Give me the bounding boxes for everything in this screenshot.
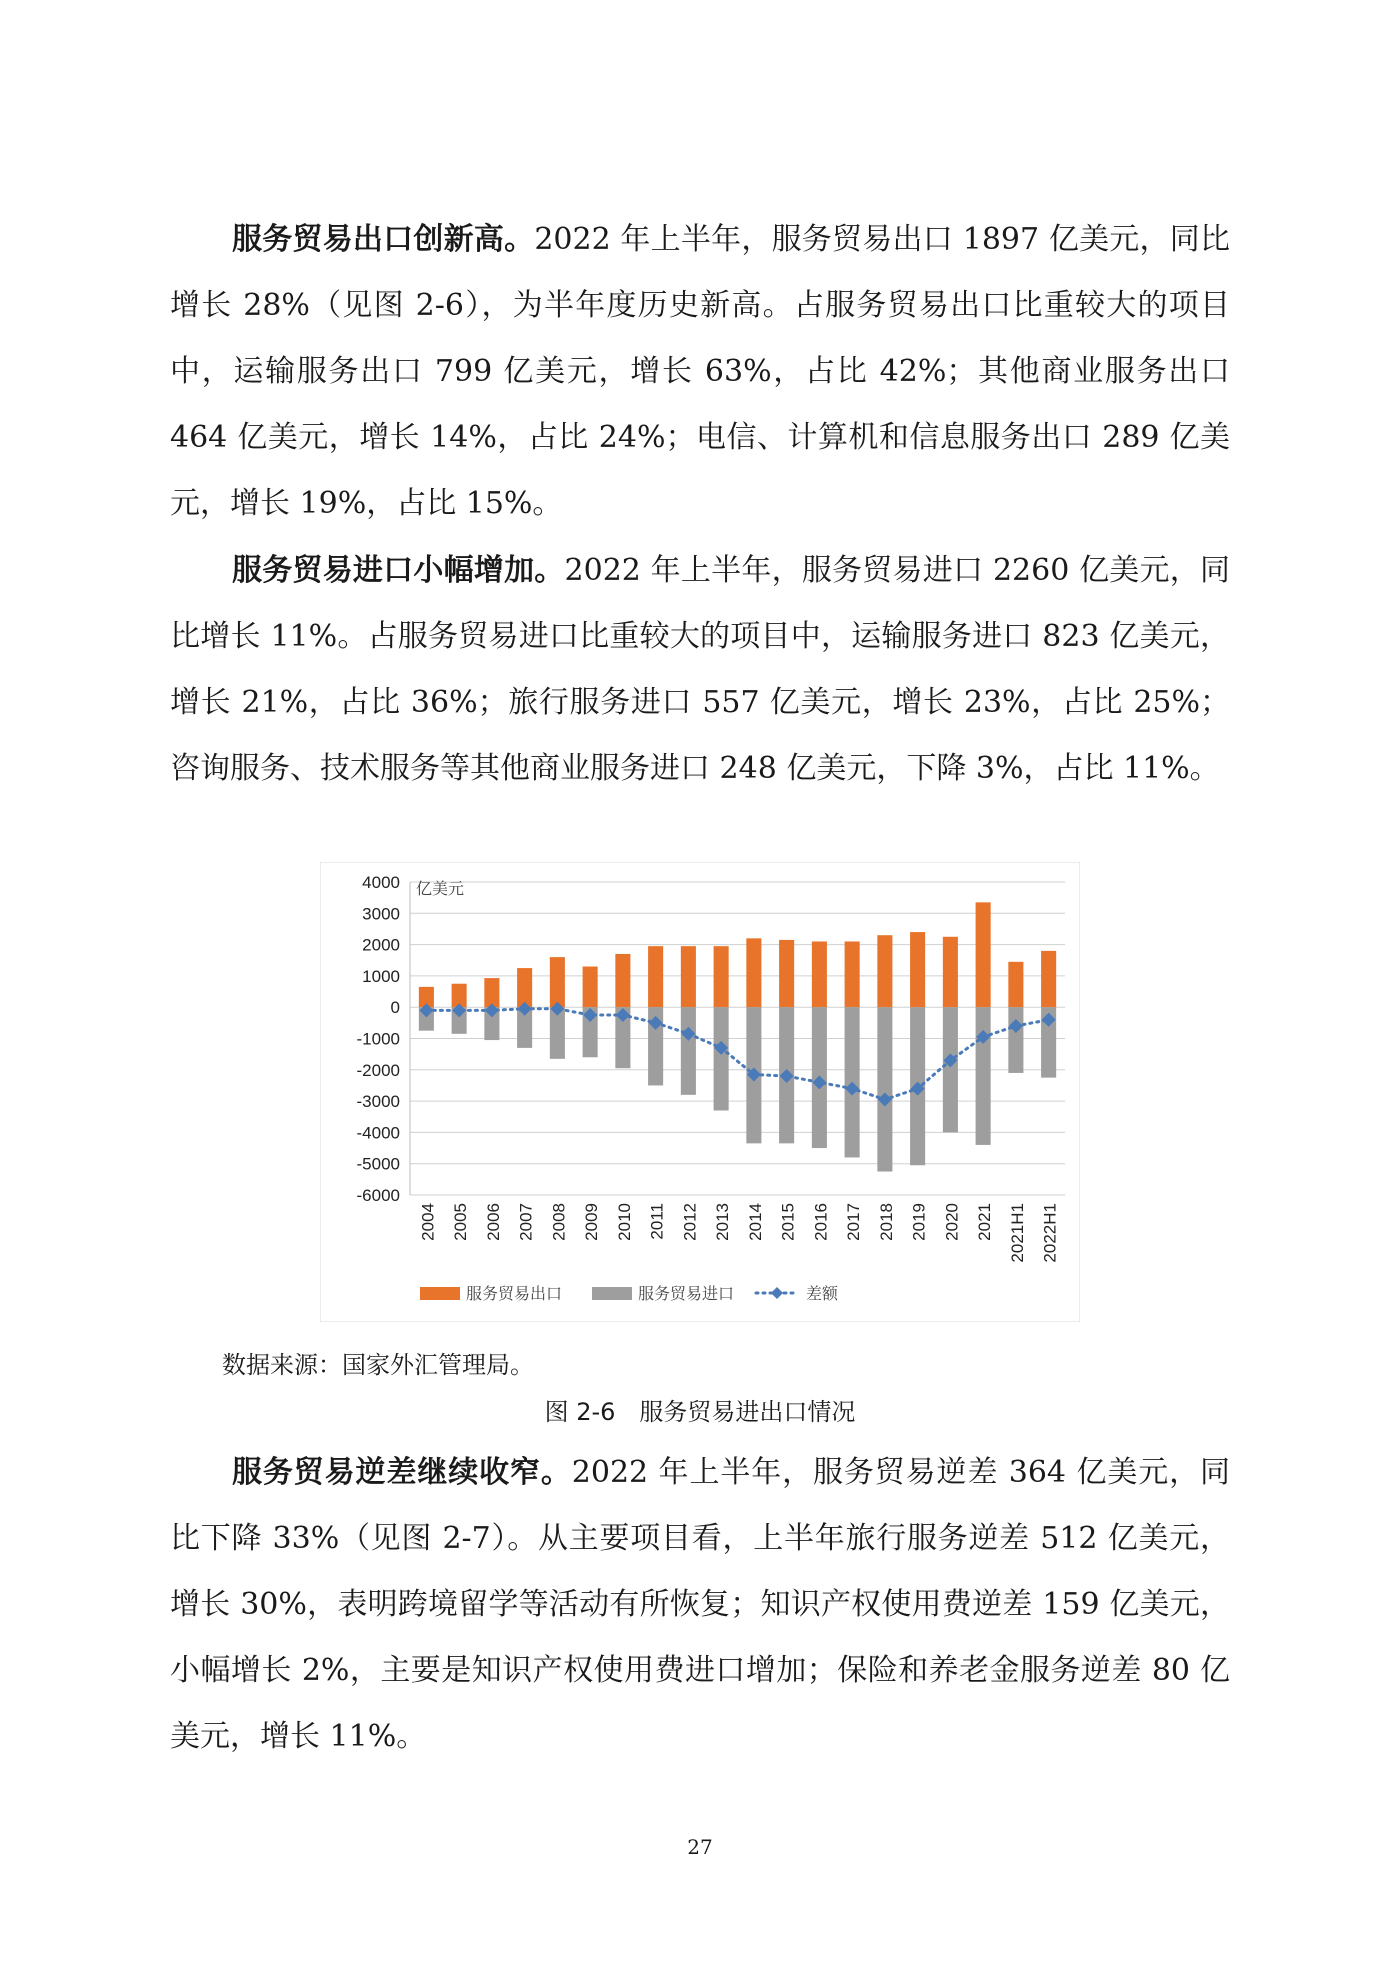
ytick-label: -3000 (356, 1092, 400, 1112)
export-bar (845, 941, 860, 1007)
chart-frame (320, 862, 1080, 1322)
export-bar (714, 946, 729, 1007)
paragraph-lead: 服务贸易进口小幅增加。 (232, 553, 565, 588)
paragraph-service-imports (170, 538, 1230, 802)
service-trade-chart (320, 862, 1080, 1322)
ytick-label: 4000 (362, 873, 400, 892)
legend-swatch-export (420, 1287, 460, 1300)
paragraph-lead: 服务贸易逆差继续收窄。 (232, 1455, 572, 1490)
xtick-label: 2018 (876, 1203, 896, 1241)
export-bar (681, 946, 696, 1007)
export-bar (812, 941, 827, 1007)
ytick-label: -6000 (356, 1186, 400, 1205)
export-bar (484, 978, 499, 1007)
xtick-label: 2007 (516, 1203, 536, 1241)
xtick-label: 2004 (418, 1203, 438, 1241)
import-bar (976, 1007, 991, 1145)
export-bar (615, 954, 630, 1007)
xtick-label: 2015 (778, 1203, 798, 1241)
xtick-label: 2021 (975, 1203, 995, 1241)
xtick-label: 2012 (680, 1203, 700, 1241)
xtick-label: 2022H1 (1040, 1203, 1060, 1263)
xtick-label: 2014 (745, 1203, 765, 1241)
export-bar (648, 946, 663, 1007)
paragraph-service-exports (170, 207, 1230, 537)
chart-svg (320, 862, 1080, 1322)
ytick-label: 3000 (362, 904, 400, 924)
paragraph-lead: 服务贸易出口创新高。 (232, 222, 535, 257)
import-bar (877, 1007, 892, 1171)
legend-label-import: 服务贸易进口 (638, 1284, 735, 1303)
xtick-label: 2019 (909, 1203, 929, 1241)
import-bar (681, 1007, 696, 1095)
xtick-label: 2010 (614, 1203, 634, 1241)
export-bar (583, 967, 598, 1008)
ytick-label: 1000 (362, 966, 400, 986)
figure-source: 数据来源：国家外汇管理局。 (222, 1351, 534, 1379)
export-bar (517, 968, 532, 1007)
xtick-label: 2005 (451, 1203, 471, 1241)
export-bar (1008, 962, 1023, 1007)
export-bar (976, 902, 991, 1007)
export-bar (779, 940, 794, 1007)
paragraph-body: 2022 年上半年，服务贸易逆差 364 亿美元，同比下降 33%（见图 2-7）。从主要项目看，上半年旅行服务逆差 512 亿美元，增长 30%，表明跨境留学等活动有所恢复；知识产权使用费逆差 159 亿美元，小幅增长 2%，主要是知识产权使用费进口增加；保险和养老金服务逆差 80 亿美元，增长 11%。 (170, 1455, 1230, 1754)
xtick-label: 2013 (713, 1203, 733, 1241)
xtick-label: 2021H1 (1007, 1203, 1027, 1263)
unit-label: 亿美元 (416, 879, 465, 898)
paragraph-body: 2022 年上半年，服务贸易进口 2260 亿美元，同比增长 11%。占服务贸易进口比重较大的项目中，运输服务进口 823 亿美元，增长 21%，占比 36%；旅行服务进口 557 亿美元，增长 23%，占比 25%；咨询服务、技术服务等其他商业服务进口 248 亿美元，下降 3%，占比 11%。 (170, 553, 1231, 786)
import-bar (1008, 1007, 1023, 1073)
export-bar (910, 932, 925, 1007)
ytick-label: -1000 (356, 1029, 400, 1049)
paragraph-service-deficit (170, 1440, 1230, 1770)
xtick-label: 2008 (549, 1203, 569, 1241)
legend-label-export: 服务贸易出口 (466, 1284, 563, 1303)
xtick-label: 2006 (483, 1203, 503, 1241)
paragraph-body: 2022 年上半年，服务贸易出口 1897 亿美元，同比增长 28%（见图 2-6），为半年度历史新高。占服务贸易出口比重较大的项目中，运输服务出口 799 亿美元，增长 63%，占比 42%；其他商业服务出口 464 亿美元，增长 14%，占比 24%；电信、计算机和信息服务出口 289 亿美元，增长 19%，占比 15%。 (170, 222, 1230, 521)
legend-swatch-import (592, 1287, 632, 1300)
ytick-label: 0 (390, 998, 400, 1018)
export-bar (877, 935, 892, 1007)
legend-label-balance: 差额 (806, 1284, 839, 1303)
export-bar (746, 938, 761, 1007)
export-bar (550, 957, 565, 1007)
import-bar (943, 1007, 958, 1132)
export-bar (1041, 951, 1056, 1007)
xtick-label: 2017 (844, 1203, 864, 1241)
page-number: 27 (687, 1835, 713, 1859)
export-bar (943, 937, 958, 1007)
import-bar (714, 1007, 729, 1110)
ytick-label: -5000 (356, 1154, 400, 1174)
figure-caption: 图 2-6 服务贸易进出口情况 (544, 1398, 856, 1426)
ytick-label: 2000 (362, 935, 400, 955)
xtick-label: 2009 (582, 1203, 602, 1241)
xtick-label: 2016 (811, 1203, 831, 1241)
xtick-label: 2011 (647, 1203, 667, 1240)
ytick-label: -2000 (356, 1060, 400, 1080)
ytick-label: -4000 (356, 1123, 400, 1143)
xtick-label: 2020 (942, 1203, 962, 1241)
